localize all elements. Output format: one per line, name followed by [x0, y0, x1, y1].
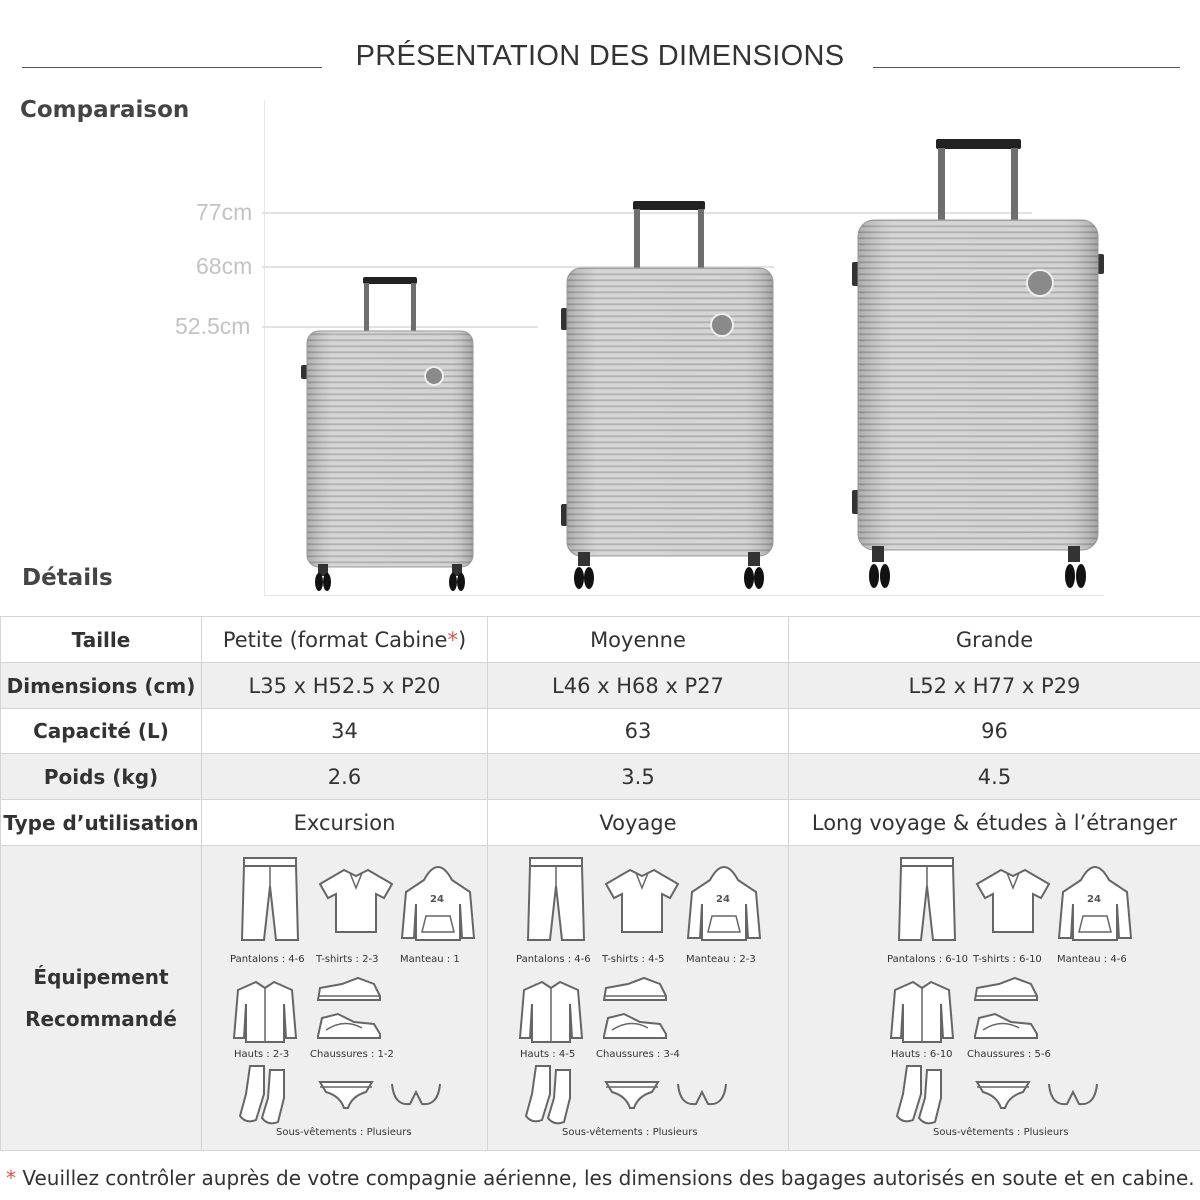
- coat-caption: Manteau : 2-3: [686, 954, 756, 965]
- usage-medium: Voyage: [488, 800, 789, 846]
- size-small: Petite (format Cabine*): [202, 617, 488, 663]
- usage-large: Long voyage & études à l’étranger: [789, 800, 1200, 846]
- table-row-capacity: [1, 709, 1200, 754]
- footnote-star: *: [6, 1166, 16, 1190]
- suitcase-small: [301, 277, 473, 591]
- pants-caption: Pantalons : 4-6: [516, 954, 591, 965]
- hoodie-number: 24: [430, 894, 444, 905]
- dimensions-medium: L46 x H68 x P27: [488, 663, 789, 709]
- table-row-weight: [1, 754, 1200, 800]
- shirt-icon: [518, 978, 584, 1049]
- page-title: PRÉSENTATION DES DIMENSIONS: [355, 40, 845, 72]
- size-medium: Moyenne: [488, 617, 789, 663]
- table-row-usage: [1, 800, 1200, 846]
- briefs-icon: [975, 1078, 1031, 1115]
- sneaker-icon: [314, 1008, 384, 1047]
- hoodie-number: 24: [1087, 894, 1101, 905]
- tshirt-icon: [602, 866, 682, 941]
- dress-shoe-icon: [971, 974, 1041, 1009]
- table-row-dimensions: [1, 663, 1200, 709]
- underwear-caption: Sous-vêtements : Plusieurs: [562, 1127, 698, 1138]
- usage-small: Excursion: [202, 800, 488, 846]
- underwear-caption: Sous-vêtements : Plusieurs: [933, 1127, 1069, 1138]
- row-header-weight: Poids (kg): [1, 754, 202, 800]
- table-row-size: [1, 617, 1200, 663]
- shirt-icon: [889, 978, 955, 1049]
- details-table: [0, 616, 1200, 1151]
- tshirts-caption: T-shirts : 4-5: [602, 954, 665, 965]
- equipment-medium: [488, 846, 789, 1151]
- pants-caption: Pantalons : 6-10: [887, 954, 968, 965]
- tops-caption: Hauts : 4-5: [520, 1049, 576, 1060]
- dimensions-small: L35 x H52.5 x P20: [202, 663, 488, 709]
- equipment-header-line2: Recommandé: [25, 1007, 177, 1031]
- reference-label-68: 68cm: [196, 253, 253, 279]
- equipment-small: [202, 846, 488, 1151]
- equipment-large: [789, 846, 1200, 1151]
- details-heading: Détails: [22, 565, 113, 591]
- row-header-dimensions: Dimensions (cm): [1, 663, 202, 709]
- socks-icon: [893, 1064, 953, 1131]
- footnote-text: Veuillez contrôler auprès de votre compagnie aérienne, les dimensions des bagages autorisés en soute et en cabine.: [16, 1166, 1195, 1190]
- reference-label-77: 77cm: [196, 199, 253, 225]
- dimensions-large: L52 x H77 x P29: [789, 663, 1200, 709]
- hoodie-icon: [398, 860, 478, 949]
- table-row-equipment: [1, 846, 1200, 1151]
- hoodie-icon: [684, 860, 764, 949]
- hoodie-number: 24: [716, 894, 730, 905]
- tshirt-icon: [316, 866, 396, 941]
- hoodie-icon: [1055, 860, 1135, 949]
- sneaker-icon: [600, 1008, 670, 1047]
- footnote: [6, 1166, 1195, 1190]
- tshirts-caption: T-shirts : 6-10: [973, 954, 1042, 965]
- shoes-caption: Chaussures : 1-2: [310, 1049, 394, 1060]
- tshirt-icon: [973, 866, 1053, 941]
- tops-caption: Hauts : 6-10: [891, 1049, 953, 1060]
- shoes-caption: Chaussures : 3-4: [596, 1049, 680, 1060]
- socks-icon: [236, 1064, 296, 1131]
- pants-icon: [238, 856, 302, 947]
- row-header-capacity: Capacité (L): [1, 709, 202, 754]
- weight-small: 2.6: [202, 754, 488, 800]
- capacity-medium: 63: [488, 709, 789, 754]
- weight-large: 4.5: [789, 754, 1200, 800]
- socks-icon: [522, 1064, 582, 1131]
- weight-medium: 3.5: [488, 754, 789, 800]
- coat-caption: Manteau : 4-6: [1057, 954, 1127, 965]
- suitcase-medium: [561, 201, 773, 589]
- sneaker-icon: [971, 1008, 1041, 1047]
- shoes-caption: Chaussures : 5-6: [967, 1049, 1051, 1060]
- size-large: Grande: [789, 617, 1200, 663]
- reference-label-52-5: 52.5cm: [175, 313, 251, 339]
- briefs-icon: [604, 1078, 660, 1115]
- dress-shoe-icon: [600, 974, 670, 1009]
- bra-icon: [676, 1078, 728, 1115]
- suitcase-large: [852, 139, 1104, 588]
- row-header-equipment: [1, 846, 202, 1151]
- pants-icon: [524, 856, 588, 947]
- equipment-header-line1: Équipement: [33, 965, 169, 989]
- bra-icon: [1047, 1078, 1099, 1115]
- underwear-caption: Sous-vêtements : Plusieurs: [276, 1127, 412, 1138]
- shirt-icon: [232, 978, 298, 1049]
- dress-shoe-icon: [314, 974, 384, 1009]
- row-header-usage: Type d’utilisation: [1, 800, 202, 846]
- tshirts-caption: T-shirts : 2-3: [316, 954, 379, 965]
- tops-caption: Hauts : 2-3: [234, 1049, 290, 1060]
- capacity-small: 34: [202, 709, 488, 754]
- briefs-icon: [318, 1078, 374, 1115]
- pants-caption: Pantalons : 4-6: [230, 954, 305, 965]
- row-header-size: Taille: [1, 617, 202, 663]
- comparison-heading: Comparaison: [20, 97, 190, 123]
- coat-caption: Manteau : 1: [400, 954, 460, 965]
- bra-icon: [390, 1078, 442, 1115]
- capacity-large: 96: [789, 709, 1200, 754]
- pants-icon: [895, 856, 959, 947]
